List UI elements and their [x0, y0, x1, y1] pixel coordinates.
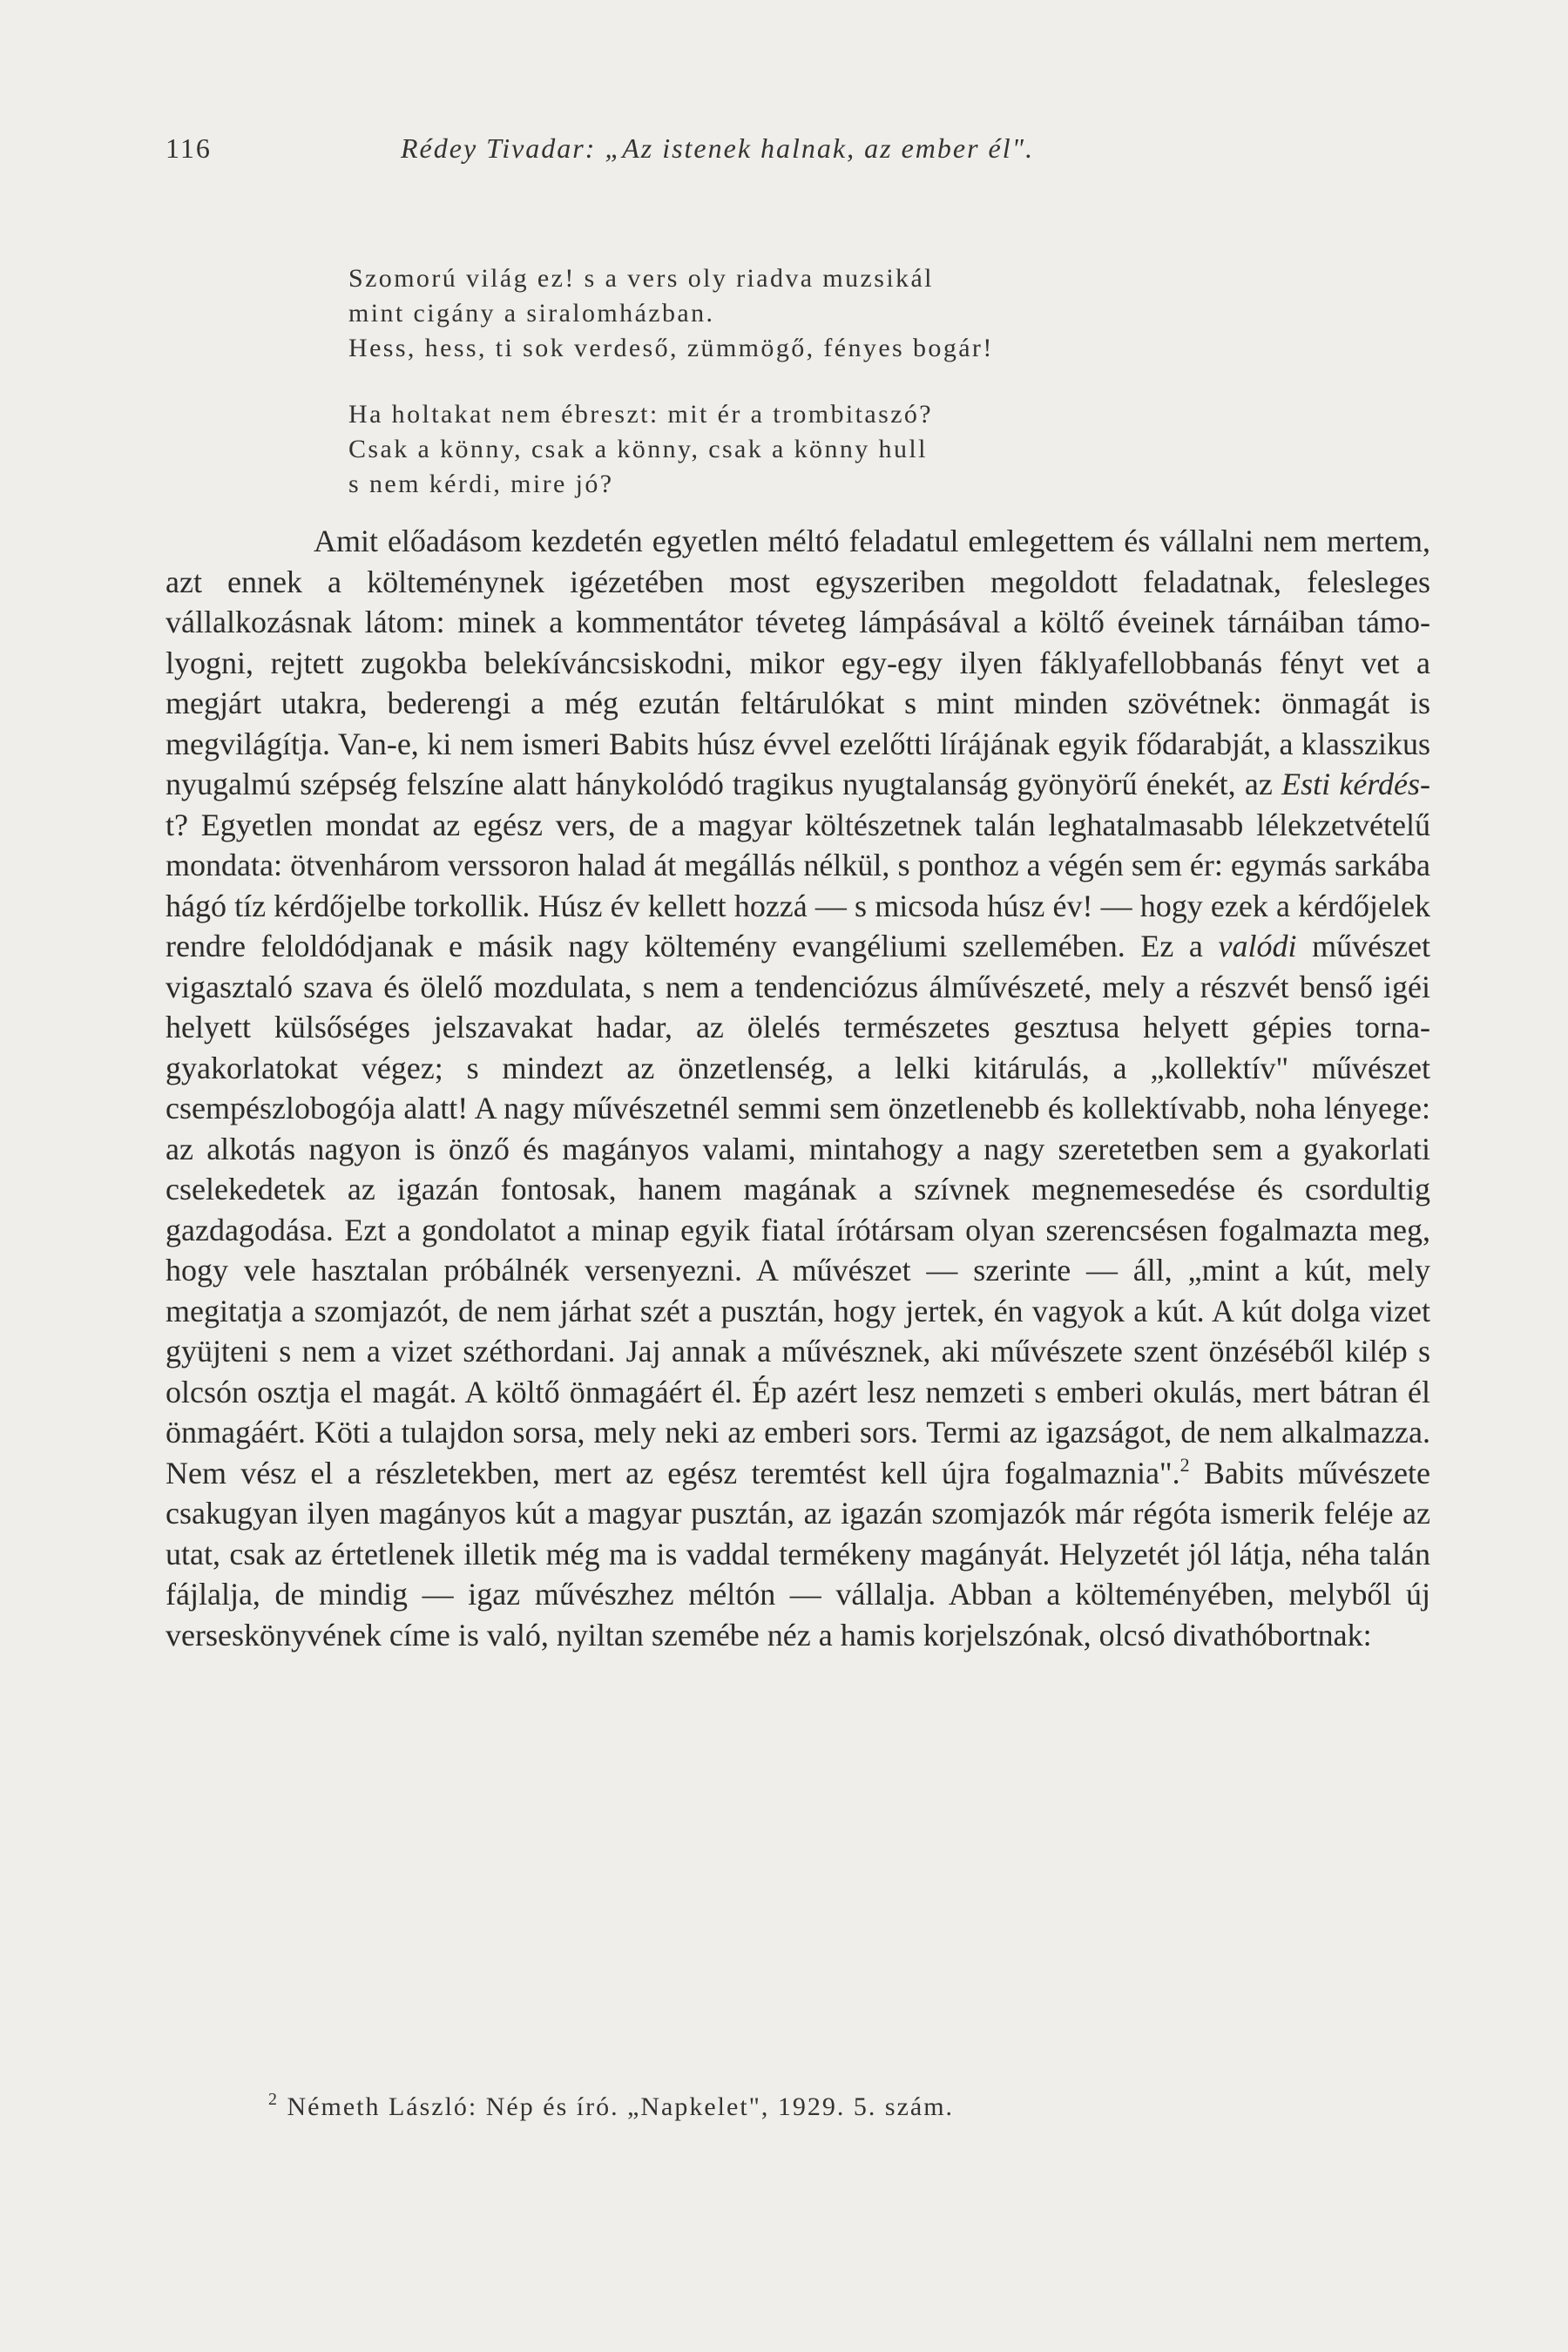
poem-line: Ha holtakat nem ébreszt: mit ér a trombitaszó?	[348, 400, 934, 429]
body-text-part: művészet vigasztaló szava és ölelő mozdulata, s nem a tendenciózus álművészeté, mely a részvét benső igéi helyett külsőséges jelszavakat hadar, az ölelés természetes gesztusa helyett gépies tornagyakorlatokat végez; s mindezt az önzetlenség, a lelki kitárulás, a „kollektív" művészet csempészlobogója alatt! A nagy művészetnél semmi sem önzetlenebb és kollektívabb, noha lényege: az alkotás nagyon is önző és magányos valami, mintahogy a nagy szeretetben sem a gyakorlati cselekedetek az igazán fontosak, hanem magának a szívnek megnemesedése és csordultig gazdagodása. Ezt a gondolatot a minap egyik fiatal írótársam olyan szerencsésen fogalmazta meg, hogy vele hasztalan próbálnék versenyezni. A művészet — szerinte — áll, „mint a kút, mely megitatja a szomjazót, de nem járhat szét a pusztán, hogy jertek, én vagyok a kút. A kút dolga vizet gyüjteni s nem a vizet széthordani. Jaj annak a művésznek, aki művészete szent önzéséből kilép s olcsón osztja el magát. A költő önmagáért él. Ép azért lesz nemzeti s emberi okulás, mert bátran él önmagáért. Köti a tulajdon sorsa, mely neki az emberi sors. Termi az igazságot, de nem alkalmazza. Nem vész el a részletekben, mert az egész teremtést kell újra fogalmaznia".	[166, 929, 1431, 1490]
body-text	[166, 521, 1430, 1655]
emphasis-valodi: valódi	[1218, 929, 1297, 963]
footnote	[268, 2092, 1314, 2122]
footnote-marker: 2	[268, 2090, 279, 2109]
body-text-part: -t? Egyetlen mondat az egész vers, de a magyar költészetnek talán leghatalmasabb lélekzetvételű mondata: ötvenhárom verssoron halad át megállás nélkül, s ponthoz a végén sem ér: egymás sarkába hágó tíz kérdőjelbe torkollik. Húsz év kellett hozzá — s micsoda húsz év! — hogy ezek a kérdőjelek rendre feloldódjanak e másik nagy költemény evangéliumi szellemében. Ez a	[166, 767, 1430, 963]
poem-stanza	[348, 261, 1307, 366]
poem-title-esti-kerdes: Esti kérdés	[1281, 767, 1420, 801]
poem-stanza	[348, 397, 1307, 502]
footnote-text: Németh László: Nép és író. „Napkelet", 1929. 5. szám.	[287, 2092, 955, 2121]
body-paragraph	[166, 521, 1430, 1655]
poem-line: mint cigány a siralomházban.	[348, 299, 715, 328]
poem-line: s nem kérdi, mire jó?	[348, 470, 614, 498]
footnote-reference[interactable]: 2	[1179, 1453, 1190, 1476]
page-header	[166, 132, 1385, 165]
poem-excerpt	[348, 261, 1307, 533]
body-text-part: Babits művészete csakugyan ilyen magányos kút a magyar pusztán, az igazán szomjazók már régóta ismerik feléje az utat, csak az értetlenek illetik még ma is vaddal termékeny magányát. Helyzetét jól látja, néha talán fájlalja, de mindig — igaz művészhez méltón — vállalja. Abban a költeményében, melyből új verseskönyvének címe is való, nyiltan szemébe néz a hamis korjelszónak, olcsó divathóbortnak:	[166, 1455, 1431, 1652]
body-text-part: Amit előadásom kezdetén egyetlen méltó feladatul emlegettem és vállalni nem mertem, azt ennek a költeménynek igézetében most egyszeriben megoldott feladatnak, felesleges vállalkozásnak látom: minek a kommentátor téveteg lámpásával a költő éveinek tárnáiban támolyogni, rejtett zugokba belekíváncsiskodni, mikor egy-egy ilyen fáklyafellobbanás fényt vet a megjárt utakra, bederengi a még ezután feltárulókat s mint minden szövétnek: önmagát is megvilágítja. Van-e, ki nem ismeri Babits húsz évvel ezelőtti lírájának egyik fődarabját, a klasszikus nyugalmú szépség felszíne alatt hánykolódó tragikus nyugtalanság gyönyörű énekét, az	[166, 524, 1430, 801]
poem-line: Hess, hess, ti sok verdeső, zümmögő, fényes bogár!	[348, 334, 994, 362]
page-number: 116	[166, 132, 212, 164]
poem-line: Csak a könny, csak a könny, csak a könny hull	[348, 435, 928, 463]
poem-line: Szomorú világ ez! s a vers oly riadva muzsikál	[348, 264, 934, 293]
running-title: Rédey Tivadar: „Az istenek halnak, az ember él".	[401, 132, 1035, 164]
